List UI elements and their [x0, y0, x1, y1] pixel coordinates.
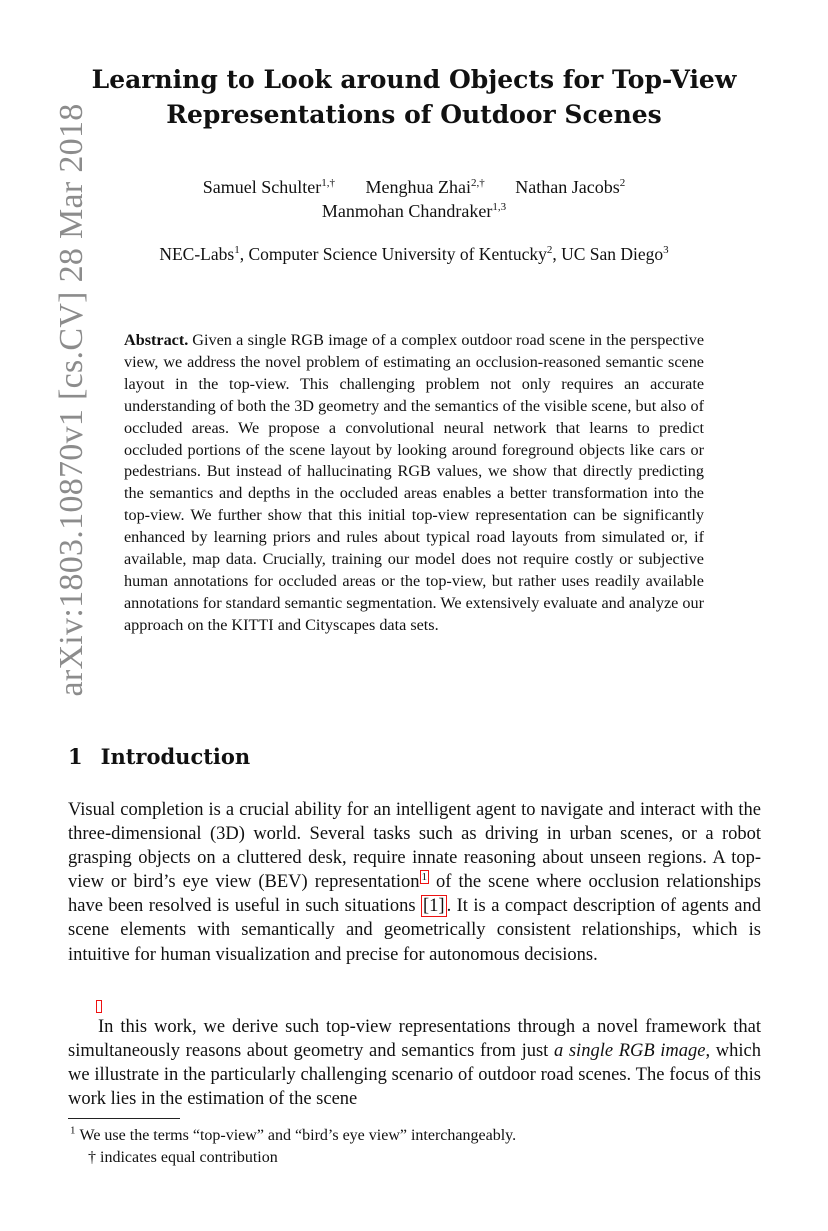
emphasis: a single RGB image — [553, 1041, 706, 1062]
abstract — [124, 330, 704, 637]
footnote-divider — [68, 1118, 180, 1119]
paper-title — [60, 62, 768, 132]
paragraph: In this work, we derive such top-view representations through a novel framework that simultaneously reasons about geometry and semantics from just a single RGB image, which we illustrate in the particularly challenging scenario of outdoor road scenes. The focus of this work lies in the estimation of the scene — [68, 1017, 761, 1110]
arxiv-identifier: arXiv:1803.10870v1 [cs.CV] 28 Mar 2018 — [53, 103, 90, 697]
affiliation: Computer Science University of Kentucky$^2$ — [248, 244, 553, 264]
footnote-mark: 1 — [70, 1124, 76, 1137]
title-line-2: Representations of Outdoor Scenes — [166, 100, 662, 129]
author: Manmohan Chandraker$^{1,3}$ — [321, 201, 507, 221]
section-title: Introduction — [100, 744, 251, 769]
section-number: 1 — [68, 744, 83, 769]
link-marker[interactable] — [96, 1000, 102, 1013]
footnote: $^1$ We use the terms “top-view” and “bird’s eye view” interchangeably. — [70, 1124, 517, 1144]
author: Nathan Jacobs$^2$ — [515, 177, 626, 197]
affiliation: NEC-Labs$^1$ — [159, 244, 240, 264]
section-heading — [68, 744, 250, 769]
citation-link[interactable]: [1] — [422, 896, 445, 917]
author: Samuel Schulter$^{1,\dagger}$ — [202, 177, 336, 197]
affiliations: NEC-Labs$^1$, Computer Science University of Kentucky$^2$, UC San Diego$^3$ — [159, 244, 669, 264]
affiliation: UC San Diego$^3$ — [561, 244, 669, 264]
author: Menghua Zhai$^{2,\dagger}$ — [365, 177, 485, 197]
title-line-1: Learning to Look around Objects for Top-View — [91, 65, 737, 94]
footnote-ref-link[interactable]: 1 — [421, 871, 428, 884]
author-list — [60, 175, 768, 223]
paragraph: Visual completion is a crucial ability for an intelligent agent to navigate and interact with the three-dimensional (3D) world. Several tasks such as driving in urban scenes, or a robot grasping objects on a cluttered desk, require innate reasoning about unseen regions. A top-view or bird’s eye view (BEV) representation $^1$ of the scene where occlusion relationships have been resolved is useful in such situations [1] . It is a compact description of agents and scene elements with semantically and geometrically consistent relationships, which is intuitive for human visualization and precise for autonomous decisions. — [68, 800, 761, 965]
abstract-text: Given a single RGB image of a complex outdoor road scene in the perspective view, we address the novel problem of estimating an occlusion-reasoned semantic scene layout in the top-view. This challenging problem not only requires an accurate understanding of both the 3D geometry and the semantics of the visible scene, but also of occluded areas. We propose a convolutional neural network that learns to predict occluded portions of the scene layout by looking around foreground objects like cars or pedestrians. But instead of hallucinating RGB values, we show that directly predicting the semantics and depths in the occluded areas enables a better transformation into the top-view. We further show that this initial top-view representation can be significantly enhanced by learning priors and rules about typical road layouts from simulated or, if available, map data. Crucially, training our model does not require costly or subjective human annotations for occluded areas or the top-view, but rather uses readily available annotations for standard semantic segmentation. We extensively evaluate and analyze our approach on the KITTI and Cityscapes data sets. — [124, 331, 704, 634]
footnote: † indicates equal contribution — [88, 1149, 278, 1166]
abstract-label: Abstract. — [124, 331, 189, 349]
